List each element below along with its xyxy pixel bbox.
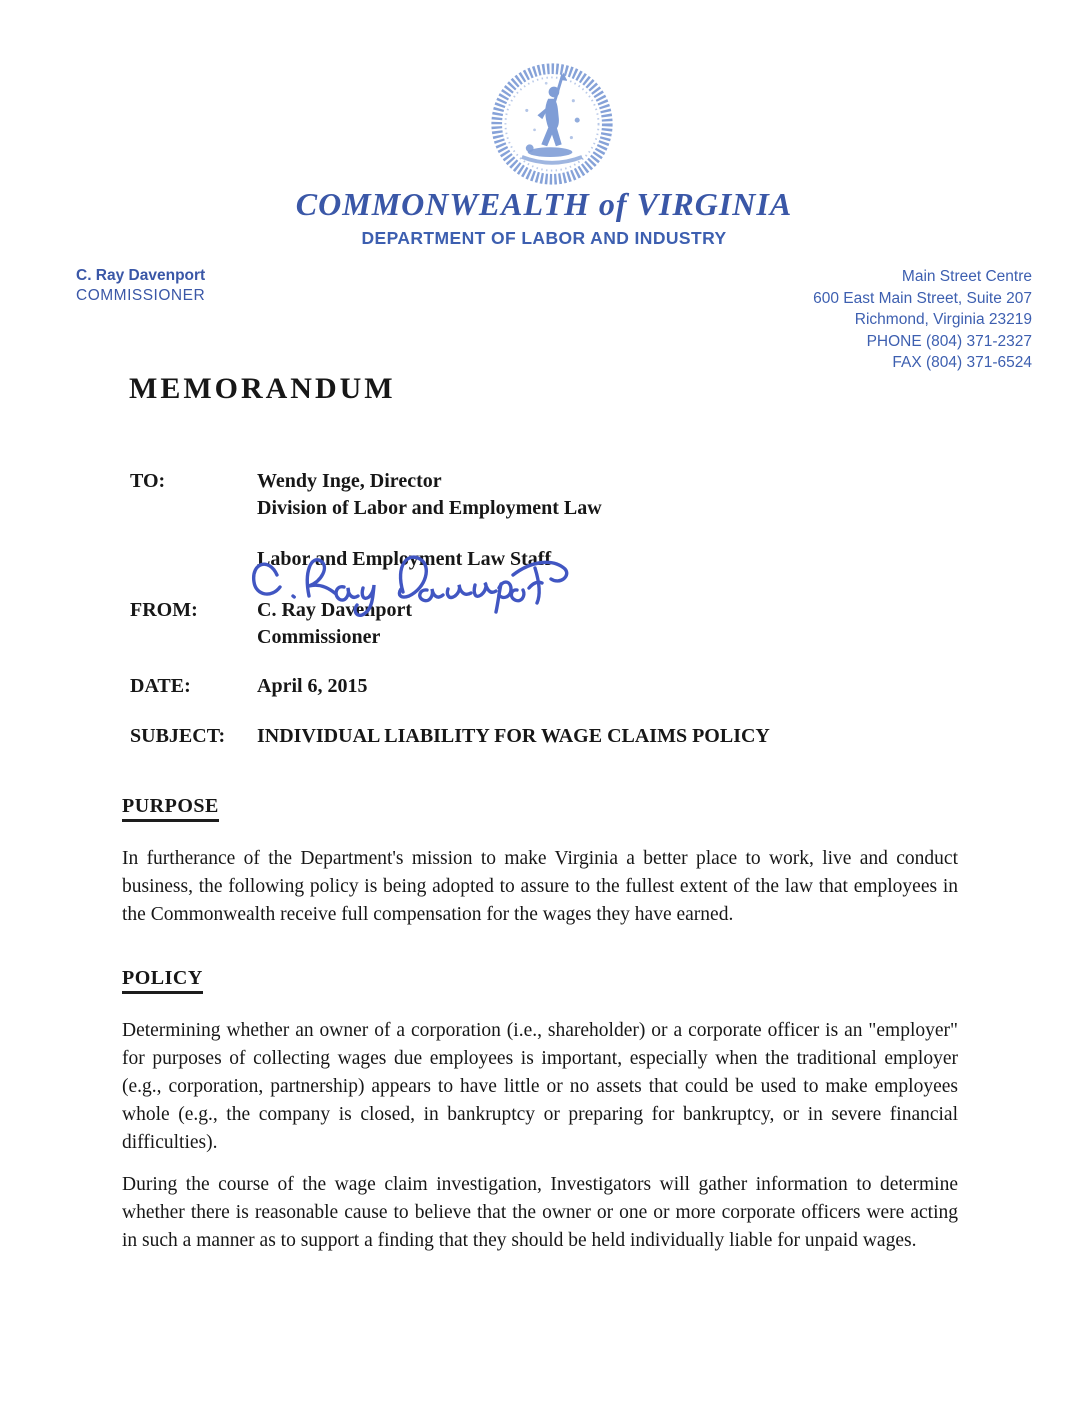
commissioner-name: C. Ray Davenport <box>76 267 206 284</box>
section-paragraph: During the course of the wage claim investigation, Investigators will gather information to determine whether there is reasonable cause to believe that the owner or one or more corporate officers were acting in such a manner as to support a finding that they should be held individually liable for unpaid wages. <box>122 1174 958 1251</box>
address-line: Richmond, Virginia 23219 <box>854 311 1032 328</box>
address-line: Main Street Centre <box>901 268 1032 285</box>
to-row <box>130 468 958 573</box>
from-title: Commissioner <box>257 626 381 648</box>
from-value <box>257 597 958 651</box>
to-value <box>257 468 958 573</box>
address-block <box>813 266 1032 374</box>
subject-row <box>130 723 958 750</box>
address-line: FAX (804) 371-6524 <box>892 354 1032 371</box>
from-name: C. Ray Davenport <box>257 599 412 621</box>
section-purpose <box>122 795 958 929</box>
commissioner-title: COMMISSIONER <box>76 287 206 304</box>
from-label: FROM: <box>130 599 198 621</box>
section-paragraph: In furtherance of the Department's mission to make Virginia a better place to work, live and conduct business, the following policy is being adopted to assure to the fullest extent of the law that employees in the Commonwealth receive full compensation for the wages they have earned. <box>122 848 958 925</box>
blank-line <box>257 522 958 546</box>
date-label: DATE: <box>130 675 191 697</box>
date-value: April 6, 2015 <box>257 675 368 697</box>
from-row <box>130 597 958 651</box>
org-subtitle: DEPARTMENT OF LABOR AND INDUSTRY <box>361 228 727 248</box>
memo-title: MEMORANDUM <box>129 372 396 405</box>
commissioner-block <box>76 266 205 306</box>
section-heading: PURPOSE <box>122 795 219 822</box>
section-heading: POLICY <box>122 967 203 994</box>
to-label: TO: <box>130 470 166 492</box>
subject-label: SUBJECT: <box>130 725 226 747</box>
to-recipient: Division of Labor and Employment Law <box>257 497 602 519</box>
date-row <box>130 673 958 700</box>
section-paragraph: Determining whether an owner of a corporation (i.e., shareholder) or a corporate officer is an "employer" for purposes of collecting wages due employees is important, especially when the traditional employer (e.g., corporation, partnership) appears to have little or no assets that could be used to make employees whole (e.g., the company is closed, in bankruptcy or preparing for bankruptcy, or in severe financial difficulties). <box>122 1020 958 1153</box>
to-additional-recipient: Labor and Employment Law Staff <box>257 548 552 570</box>
address-line: PHONE (804) 371-2327 <box>866 332 1032 350</box>
subject-value: INDIVIDUAL LIABILITY FOR WAGE CLAIMS POLICY <box>257 725 770 747</box>
virginia-seal-icon <box>488 58 616 190</box>
org-title: COMMONWEALTH of VIRGINIA <box>295 186 793 222</box>
memo-fields <box>130 468 958 750</box>
to-recipient: Wendy Inge, Director <box>257 470 442 492</box>
section-policy <box>122 967 958 1255</box>
memo-content <box>122 372 958 1255</box>
address-line: 600 East Main Street, Suite 207 <box>813 289 1032 307</box>
